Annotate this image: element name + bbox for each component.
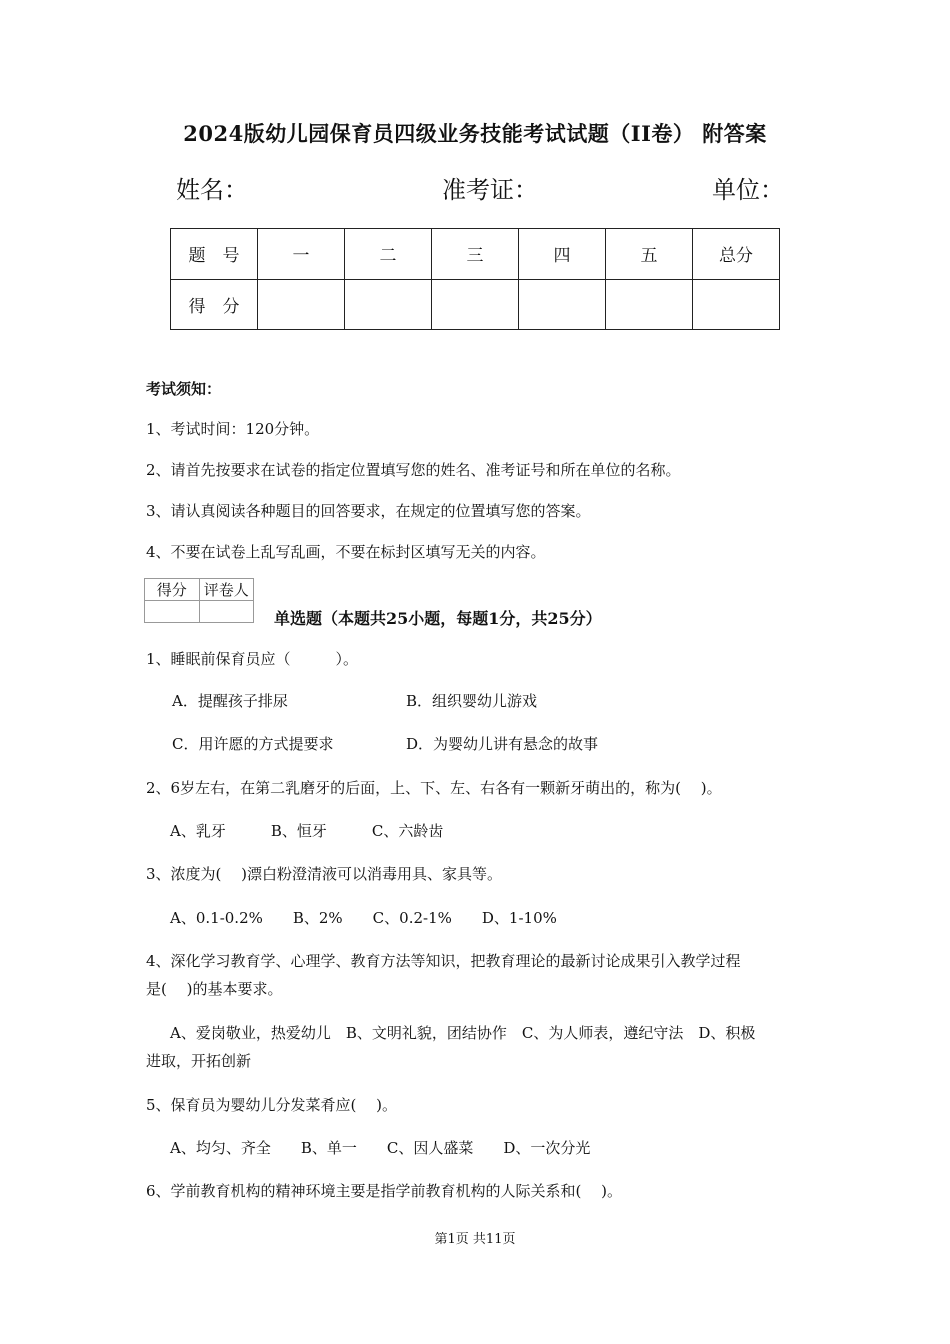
score-table: [170, 228, 780, 330]
score-table-cell: 五: [606, 229, 693, 280]
score-table-blank-cell: [606, 279, 693, 330]
score-table-cell: 四: [519, 229, 606, 280]
question-options: A、均匀、齐全 B、单一 C、因人盛菜 D、一次分光: [170, 1139, 591, 1157]
name-label: 姓名：: [176, 176, 248, 204]
question-stem: 2、6岁左右，在第二乳磨牙的后面，上、下、左、右各有一颗新牙萌出的，称为( )。: [146, 779, 722, 797]
score-table-cell: 三: [432, 229, 519, 280]
section-title: 单选题（本题共25小题，每题1分，共25分）: [274, 609, 602, 628]
score-table-blank-cell: [345, 279, 432, 330]
score-table-cell: 总分: [693, 229, 780, 280]
grader-box-score-label: 得分: [145, 579, 200, 601]
score-table-cell: 二: [345, 229, 432, 280]
grader-box-blank: [199, 601, 254, 623]
question-stem-continued: 是( )的基本要求。: [146, 980, 283, 998]
question-options: A、乳牙 B、恒牙 C、六龄齿: [170, 822, 444, 840]
score-table-cell: 一: [258, 229, 345, 280]
notice-item: 3、请认真阅读各种题目的回答要求，在规定的位置填写您的答案。: [146, 502, 591, 520]
score-table-cell: 题 号: [171, 229, 258, 280]
question-stem: 6、学前教育机构的精神环境主要是指学前教育机构的人际关系和( )。: [146, 1182, 623, 1200]
notice-item: 2、请首先按要求在试卷的指定位置填写您的姓名、准考证号和所在单位的名称。: [146, 461, 681, 479]
notice-item: 4、不要在试卷上乱写乱画，不要在标封区填写无关的内容。: [146, 543, 546, 561]
option-d: D．为婴幼儿讲有悬念的故事: [406, 735, 599, 753]
notice-heading: 考试须知：: [146, 380, 222, 398]
question-stem: 5、保育员为婴幼儿分发菜肴应( )。: [146, 1096, 398, 1114]
score-table-blank-cell: [432, 279, 519, 330]
unit-label: 单位：: [712, 176, 784, 204]
option-c: C．用许愿的方式提要求: [172, 735, 334, 753]
question-stem: 1、睡眠前保育员应（ ）。: [146, 650, 359, 668]
grader-box-blank: [145, 601, 200, 623]
score-table-score-row: [171, 279, 780, 330]
score-table-blank-cell: [519, 279, 606, 330]
question-options: A、爱岗敬业，热爱幼儿 B、文明礼貌，团结协作 C、为人师表，遵纪守法 D、积极: [170, 1024, 756, 1042]
page-footer: 第1页 共11页: [434, 1232, 516, 1247]
score-table-cell: 得 分: [171, 279, 258, 330]
score-table-blank-cell: [693, 279, 780, 330]
option-b: B．组织婴幼儿游戏: [406, 692, 538, 710]
question-stem: 4、深化学习教育学、心理学、教育方法等知识，把教育理论的最新讨论成果引入教学过程: [146, 952, 741, 970]
score-table-header-row: [171, 229, 780, 280]
option-a: A．提醒孩子排尿: [172, 692, 288, 710]
grader-box: [144, 578, 254, 623]
page-title: 2024版幼儿园保育员四级业务技能考试试题（II卷） 附答案: [183, 121, 767, 146]
score-table-blank-cell: [258, 279, 345, 330]
question-options-continued: 进取，开拓创新: [146, 1052, 252, 1070]
notice-item: 1、考试时间：120分钟。: [146, 420, 320, 438]
exam-number-label: 准考证：: [442, 176, 538, 204]
candidate-info-line: [176, 170, 788, 204]
question-stem: 3、浓度为( )漂白粉澄清液可以消毒用具、家具等。: [146, 865, 503, 883]
grader-box-grader-label: 评卷人: [199, 579, 254, 601]
question-options: A、0.1-0.2% B、2% C、0.2-1% D、1-10%: [170, 909, 557, 927]
